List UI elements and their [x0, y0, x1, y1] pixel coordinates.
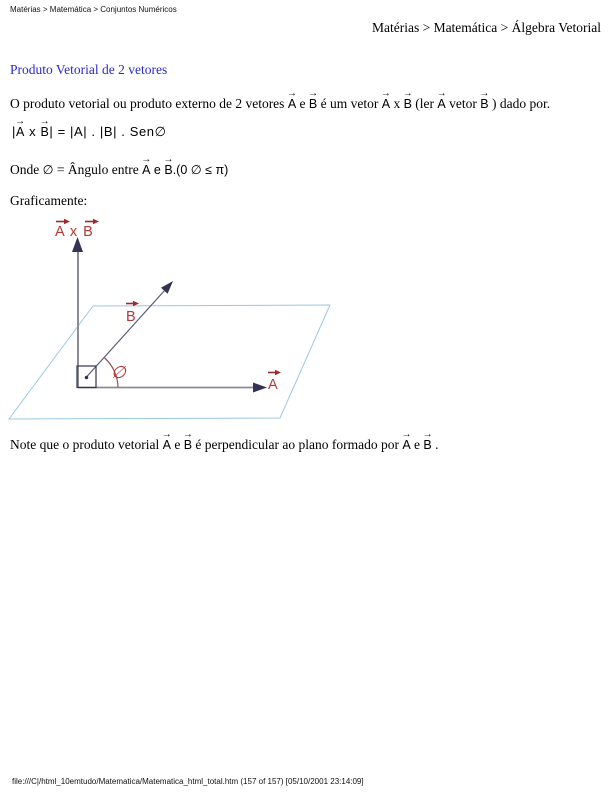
formula-segment: | — [12, 124, 16, 139]
a-label: A — [268, 377, 278, 393]
text-segment: x — [390, 96, 404, 111]
vector-a-symbol: → A — [163, 438, 171, 454]
text-segment: Onde — [10, 162, 43, 177]
text-segment: e — [170, 437, 184, 452]
formula-segment: | = |A| . |B| . Sen∅ — [49, 124, 167, 139]
text-segment: é um vetor — [317, 96, 382, 111]
page-title: Produto Vetorial de 2 vetores — [10, 62, 168, 77]
vector-a-symbol: → A — [402, 438, 410, 454]
text-segment: e — [150, 163, 165, 177]
vector-diagram — [0, 215, 360, 435]
vector-a-arrowhead-icon — [253, 383, 267, 393]
vector-b-symbol: → B — [423, 438, 431, 454]
plane-outline — [9, 305, 330, 419]
text-segment: (ler — [411, 96, 438, 111]
vector-a-symbol: → A — [288, 97, 296, 113]
text-segment: = Ângulo entre — [53, 162, 143, 177]
vector-b-symbol: → B — [40, 125, 49, 139]
text-segment: O produto vetorial ou produto externo de 2 vetores — [10, 96, 288, 111]
phi-symbol: ∅ — [42, 163, 54, 177]
graphically-label: Graficamente: — [10, 193, 88, 208]
text-segment: e — [410, 437, 424, 452]
vector-a-symbol: → A — [142, 163, 150, 179]
origin-dot — [85, 376, 89, 380]
cross-product-formula — [12, 124, 167, 140]
text-segment: ) dado por. — [488, 96, 551, 111]
vector-b-symbol: → B — [184, 438, 192, 454]
text-segment: .(0 ∅ ≤ π) — [172, 163, 229, 177]
vector-a-symbol: → A — [16, 125, 25, 139]
axb-label: A x B — [55, 224, 94, 240]
formula-segment: x — [24, 124, 41, 139]
vector-b-symbol: → B — [480, 97, 488, 113]
vector-arrow-icon — [93, 219, 99, 224]
text-segment: é perpendicular ao plano formado por — [192, 437, 403, 452]
text-segment: Note que o produto vetorial — [10, 437, 163, 452]
intro-paragraph — [10, 96, 550, 113]
angle-definition-line — [10, 162, 228, 179]
text-segment: e — [296, 96, 309, 111]
vector-b-symbol: → B — [164, 163, 172, 179]
vector-arrow-icon — [275, 370, 281, 375]
b-label: B — [126, 309, 136, 325]
breadcrumb: Matérias > Matemática > Conjuntos Numéricos — [10, 5, 177, 14]
vector-a-symbol: → A — [437, 97, 445, 113]
footer-file-path: file:///C|/html_10emtudo/Matematica/Matematica_html_total.htm (157 of 157) [05/10/2001 23:14:09] — [12, 777, 364, 786]
text-segment: vetor — [445, 96, 481, 111]
header-breadcrumb: Matérias > Matemática > Álgebra Vetorial — [371, 20, 601, 35]
vector-b-symbol: → B — [404, 97, 412, 113]
angle-label: ∅ — [111, 363, 126, 382]
note-paragraph — [10, 437, 439, 454]
text-segment: . — [431, 437, 439, 452]
vector-a-symbol: → A — [382, 97, 390, 113]
vector-b-symbol: → B — [309, 97, 317, 113]
